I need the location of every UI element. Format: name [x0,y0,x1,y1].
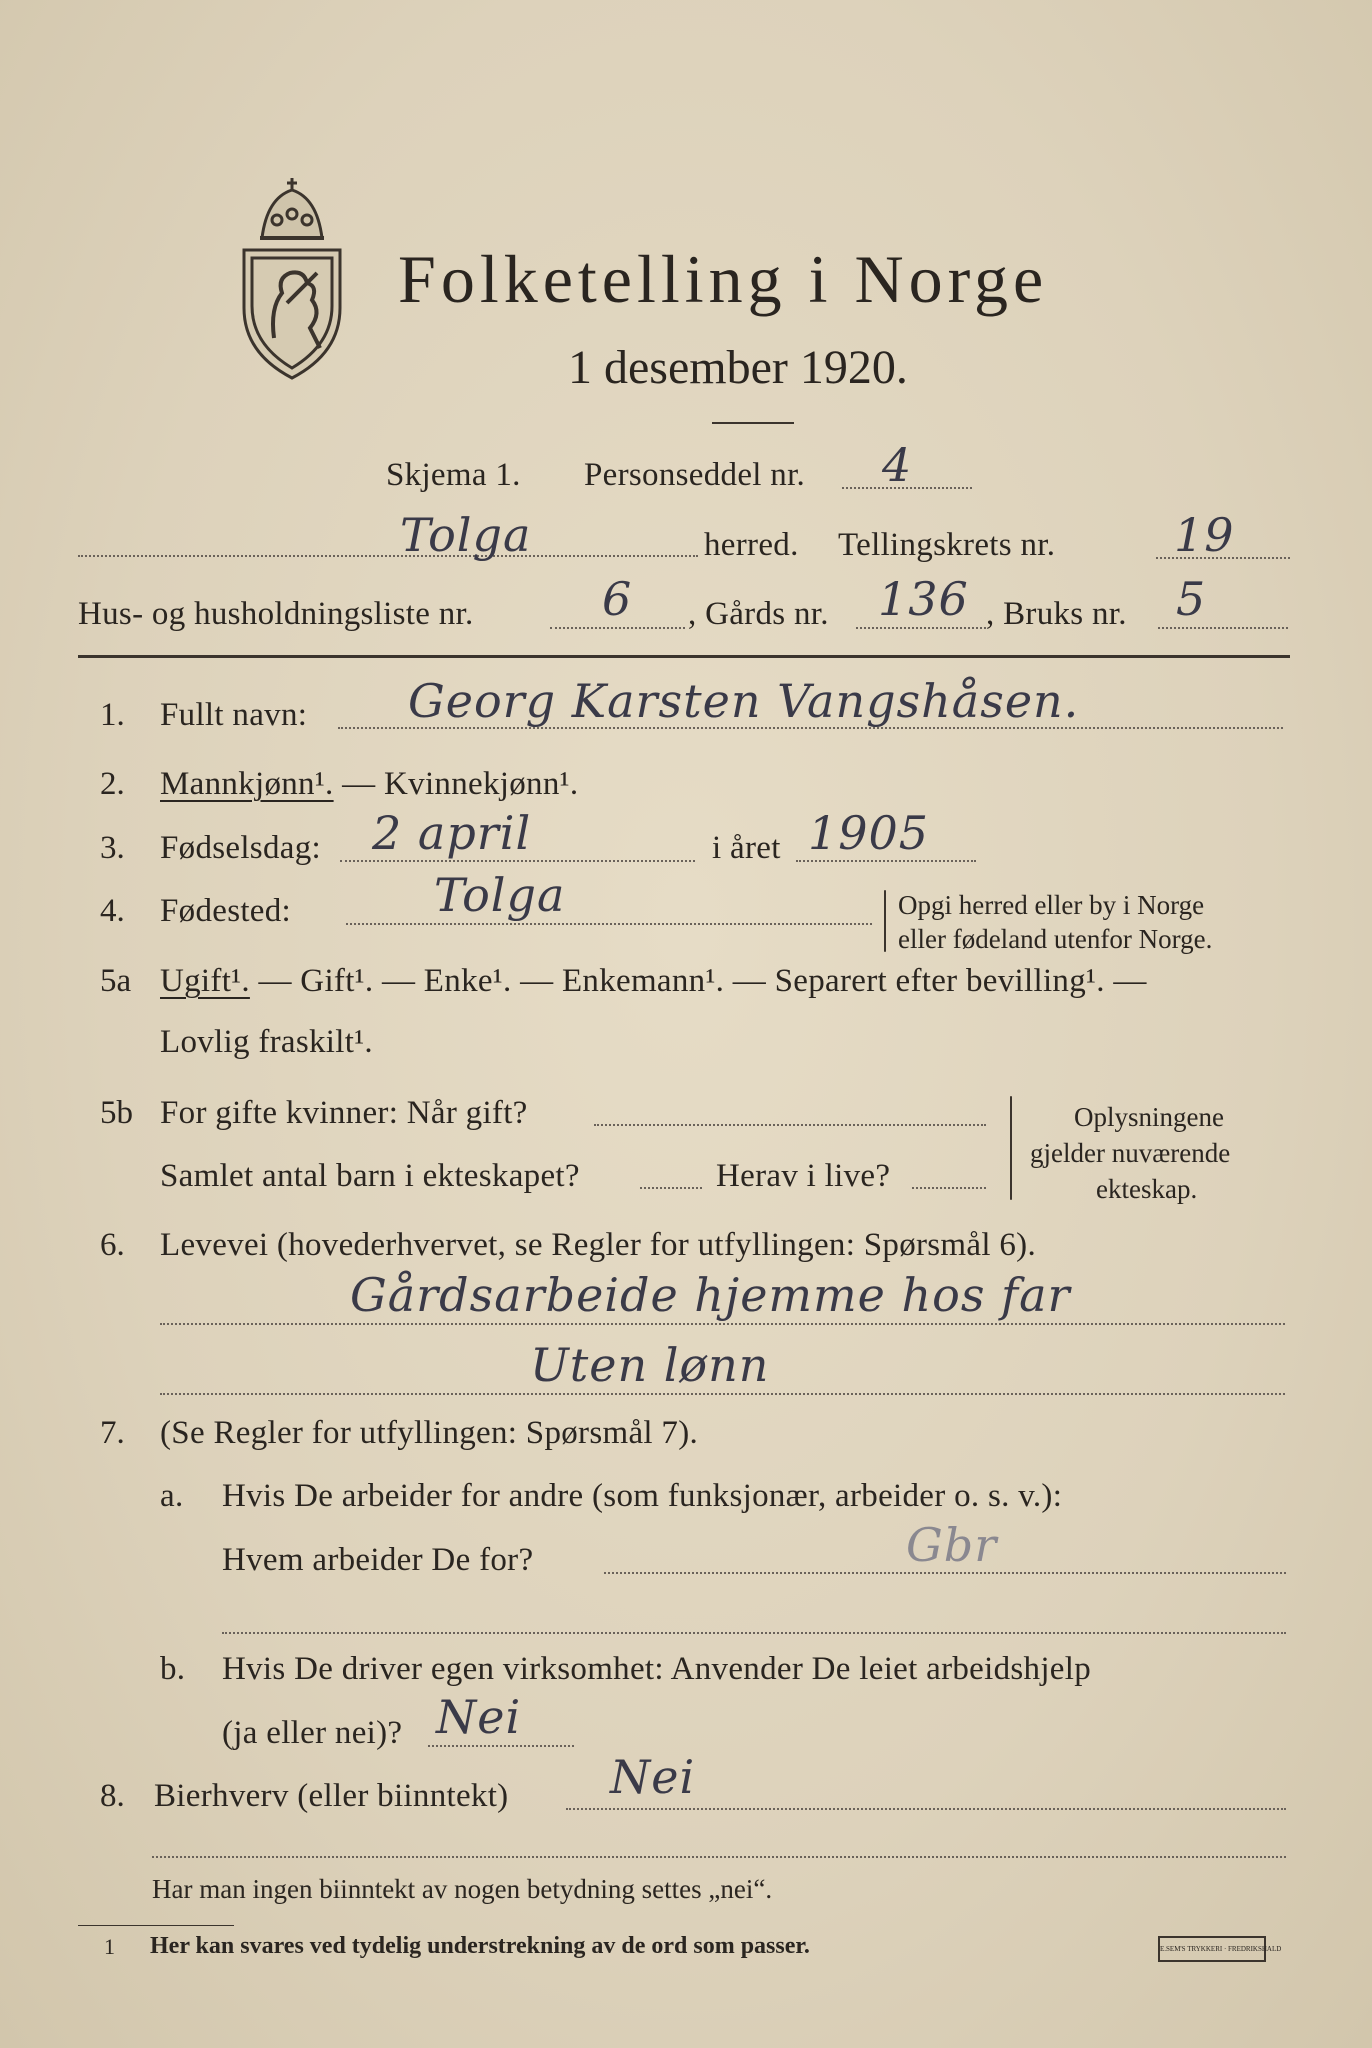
personseddel-label: Personseddel nr. [584,457,806,493]
q7a-label: Hvis De arbeider for andre (som funksjonær, arbeider o. s. v.): [222,1478,1063,1514]
form-title: Folketelling i Norge [398,241,1049,317]
q5b-note-line3: ekteskap. [1096,1174,1198,1204]
q4-label: Fødested: [160,893,292,929]
footer-note: Har man ingen biinntekt av nogen betydning settes „nei“. [152,1874,773,1904]
q5b-number: 5b [100,1095,133,1131]
census-date: 1 desember 1920. [568,341,908,394]
q8-number: 8. [100,1778,125,1814]
occupation-value-line2: Uten lønn [530,1338,770,1392]
q3-number: 3. [100,830,125,866]
q5b-label1: For gifte kvinner: Når gift? [160,1095,528,1131]
q4-note-line1: Opgi herred eller by i Norge [898,890,1205,920]
footnote-mark: 1 [104,1934,115,1959]
q7a-question: Hvem arbeider De for? [222,1542,534,1578]
norwegian-coat-of-arms-icon [232,178,352,383]
side-income-value: Nei [610,1750,696,1804]
birth-year-value: 1905 [808,806,930,860]
q6-label: Levevei (hovederhvervet, se Regler for utfyllingen: Spørsmål 6). [160,1227,1037,1263]
q2-sex-options [160,766,578,803]
q5b-note-line2: gjelder nuværende [1030,1138,1231,1168]
q4-note-line2: eller fødeland utenfor Norge. [898,924,1213,954]
year-label: i året [712,830,781,866]
bruks-label: , Bruks nr. [986,596,1127,632]
gards-label: , Gårds nr. [688,596,829,632]
herred-value: Tolga [400,508,532,562]
hired-help-value: Nei [436,1690,522,1744]
q5b-note-line1: Oplysningene [1074,1102,1224,1132]
q4-number: 4. [100,893,125,929]
q7-number: 7. [100,1415,125,1451]
q7a-letter: a. [160,1478,184,1514]
q5a-line2: Lovlig fraskilt¹. [160,1024,373,1060]
occupation-value-line1: Gårdsarbeide hjemme hos far [350,1268,1071,1322]
printer-stamp: E.SEM'S TRYKKERI · FREDRIKSHALD [1158,1936,1266,1962]
skjema-label: Skjema 1. [386,457,521,493]
q1-label: Fullt navn: [160,697,308,733]
q3-label: Fødselsdag: [160,830,321,866]
tellingskrets-value: 19 [1174,508,1235,562]
q5a-number: 5a [100,963,132,999]
personseddel-value: 4 [882,438,913,492]
q6-number: 6. [100,1227,125,1263]
ugift-option: Ugift¹. [160,963,250,999]
gards-value: 136 [878,572,969,626]
employer-value: Gbr [906,1518,998,1572]
q5b-label3: Herav i live? [716,1158,891,1194]
full-name-value: Georg Karsten Vangshåsen. [408,674,1080,728]
male-option: Mannkjønn¹. [160,766,334,802]
q1-number: 1. [100,697,125,733]
q7b-letter: b. [160,1651,186,1687]
female-option: Kvinnekjønn¹. [384,766,579,802]
birth-date-value: 2 april [372,806,532,860]
q7b-question: (ja eller nei)? [222,1715,403,1751]
q5a-marital-options [160,963,1147,1000]
q2-number: 2. [100,766,125,802]
q7b-label: Hvis De driver egen virksomhet: Anvender De leiet arbeidshjelp [222,1651,1092,1687]
herred-label: herred. [704,527,799,563]
footnote-text: Her kan svares ved tydelig understrekning av de ord som passer. [150,1933,810,1959]
q5b-label2: Samlet antal barn i ekteskapet? [160,1158,580,1194]
title-divider [712,422,794,424]
q8-label: Bierhverv (eller biinntekt) [154,1778,509,1814]
hus-label: Hus- og husholdningsliste nr. [78,596,474,632]
hus-value: 6 [602,572,633,626]
tellingskrets-label: Tellingskrets nr. [838,527,1056,563]
birthplace-value: Tolga [434,868,566,922]
footnote-rule [78,1925,234,1926]
q7-label: (Se Regler for utfyllingen: Spørsmål 7). [160,1415,699,1451]
header-rule [78,655,1290,658]
bruks-value: 5 [1176,572,1207,626]
other-marital-options: — Gift¹. — Enke¹. — Enkemann¹. — Separert efter bevilling¹. — [249,963,1147,999]
q2-separator: — [333,766,385,802]
